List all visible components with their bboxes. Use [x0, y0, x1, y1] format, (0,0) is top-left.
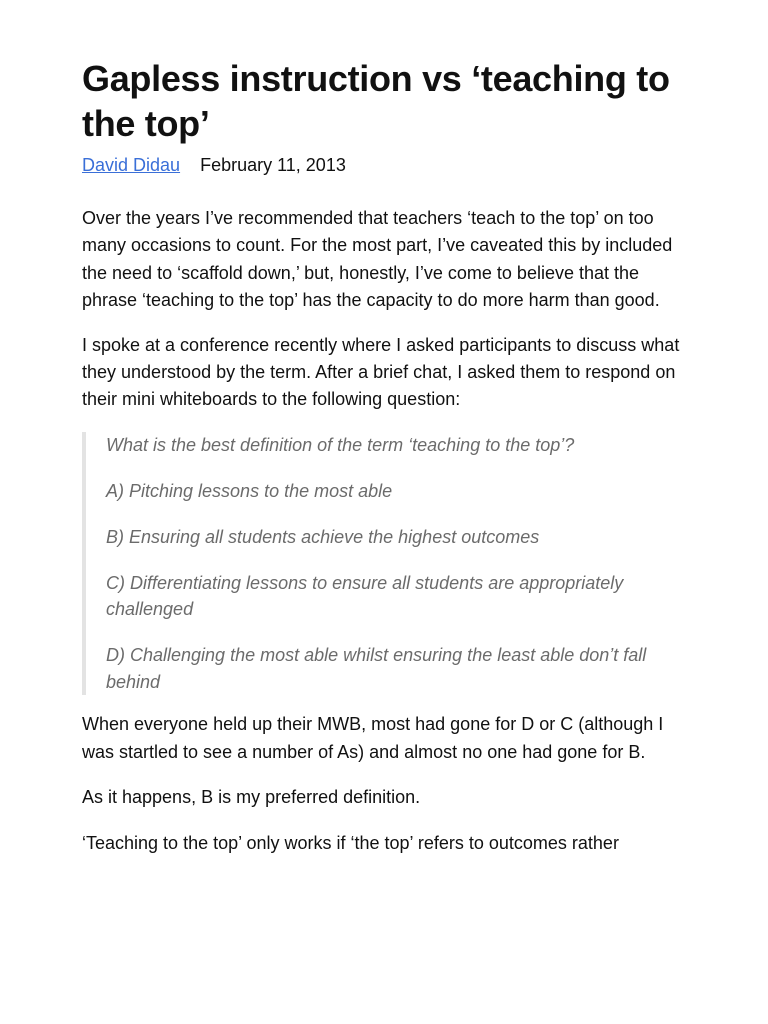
quiz-option-c: C) Differentiating lessons to ensure all students are appropriately challenged: [106, 572, 624, 620]
quiz-option-a: A) Pitching lessons to the most able: [106, 480, 393, 501]
quiz-option-b: B) Ensuring all students achieve the highest outcomes: [106, 526, 540, 547]
paragraph-1: Over the years I’ve recommended that teachers ‘teach to the top’ on too many occasions to count. For the most part, I’ve caveated this by included the need to ‘scaffold down,’ but, honestly, I’ve come to believe that the phrase ‘teaching to the top’ has the capacity to do more harm than good.: [82, 208, 673, 311]
quiz-option-d: D) Challenging the most able whilst ensuring the least able don’t fall behind: [106, 645, 647, 692]
paragraph-2: I spoke at a conference recently where I asked participants to discuss what they understood by the term. After a brief chat, I asked them to respond on their mini whiteboards to the following question:: [82, 334, 680, 410]
paragraph-3: When everyone held up their MWB, most had gone for D or C (although I was startled to see a number of As) and almost no one had gone for B.: [82, 714, 664, 762]
publish-date: February 11, 2013: [200, 155, 346, 175]
article-title: Gapless instruction vs ‘teaching to the top’: [82, 58, 670, 144]
quiz-question: What is the best definition of the term ‘teaching to the top’?: [106, 434, 575, 455]
paragraph-5: ‘Teaching to the top’ only works if ‘the top’ refers to outcomes rather: [82, 832, 619, 853]
article-meta: [82, 153, 686, 177]
author-link[interactable]: David Didau: [82, 155, 181, 175]
quiz-blockquote: [82, 432, 686, 696]
paragraph-4: As it happens, B is my preferred definition.: [82, 787, 421, 808]
